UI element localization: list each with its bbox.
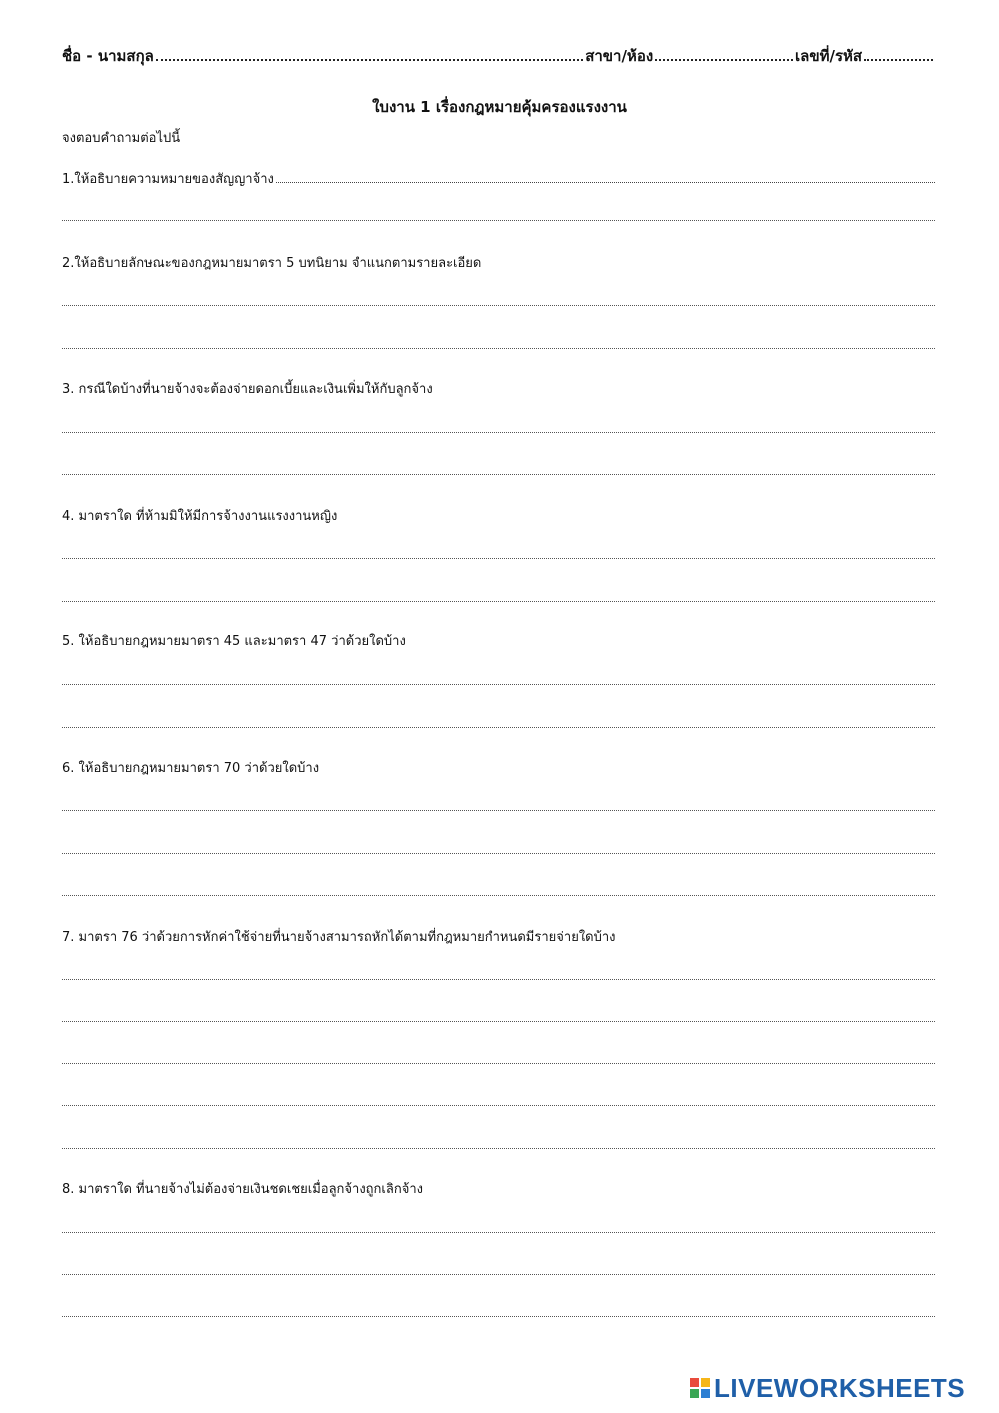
answer-line[interactable] <box>62 1105 935 1106</box>
answer-line[interactable] <box>62 1021 935 1022</box>
answer-line[interactable] <box>62 220 935 221</box>
question-text: 1.ให้อธิบายความหมายของสัญญาจ้าง <box>62 172 274 187</box>
answer-line[interactable] <box>62 432 935 433</box>
question-2: 2.ให้อธิบายลักษณะของกฎหมายมาตรา 5 บทนิยาม จำแนกตามรายละเอียด <box>62 256 482 271</box>
answer-line[interactable] <box>62 979 935 980</box>
answer-line[interactable] <box>62 1316 935 1317</box>
number-field[interactable] <box>864 47 933 61</box>
answer-line[interactable] <box>62 601 935 602</box>
logo-blocks-icon <box>690 1378 710 1398</box>
answer-line[interactable] <box>62 1274 935 1275</box>
answer-line[interactable] <box>276 172 935 183</box>
question-7: 7. มาตรา 76 ว่าด้วยการหักค่าใช้จ่ายที่นายจ้างสามารถหักได้ตามที่กฎหมายกำหนดมีรายจ่ายใดบ้าง <box>62 930 616 945</box>
answer-line[interactable] <box>62 1232 935 1233</box>
name-field[interactable] <box>156 47 583 61</box>
answer-line[interactable] <box>62 348 935 349</box>
liveworksheets-logo <box>690 1372 965 1404</box>
number-label: เลขที่/รหัส <box>795 47 863 65</box>
student-info-header <box>62 44 935 66</box>
logo-text: LIVEWORKSHEETS <box>714 1372 966 1403</box>
question-5: 5. ให้อธิบายกฎหมายมาตรา 45 และมาตรา 47 ว่าด้วยใดบ้าง <box>62 634 406 649</box>
worksheet-title: ใบงาน 1 เรื่องกฎหมายคุ้มครองแรงงาน <box>372 98 627 116</box>
question-1 <box>62 168 935 189</box>
answer-line[interactable] <box>62 305 935 306</box>
answer-line[interactable] <box>62 895 935 896</box>
question-8: 8. มาตราใด ที่นายจ้างไม่ต้องจ่ายเงินชดเชยเมื่อลูกจ้างถูกเลิกจ้าง <box>62 1182 423 1197</box>
question-6: 6. ให้อธิบายกฎหมายมาตรา 70 ว่าด้วยใดบ้าง <box>62 761 320 776</box>
answer-line[interactable] <box>62 684 935 685</box>
question-3: 3. กรณีใดบ้างที่นายจ้างจะต้องจ่ายดอกเบี้ยและเงินเพิ่มให้กับลูกจ้าง <box>62 382 433 397</box>
answer-line[interactable] <box>62 474 935 475</box>
answer-line[interactable] <box>62 558 935 559</box>
answer-line[interactable] <box>62 853 935 854</box>
question-4: 4. มาตราใด ที่ห้ามมิให้มีการจ้างงานแรงงานหญิง <box>62 509 338 524</box>
answer-line[interactable] <box>62 1063 935 1064</box>
answer-line[interactable] <box>62 810 935 811</box>
name-label: ชื่อ - นามสกุล <box>62 47 154 65</box>
answer-line[interactable] <box>62 727 935 728</box>
major-label: สาขา/ห้อง <box>585 47 654 65</box>
answer-line[interactable] <box>62 1148 935 1149</box>
major-field[interactable] <box>655 47 793 61</box>
instruction-text: จงตอบคำถามต่อไปนี้ <box>62 131 181 146</box>
